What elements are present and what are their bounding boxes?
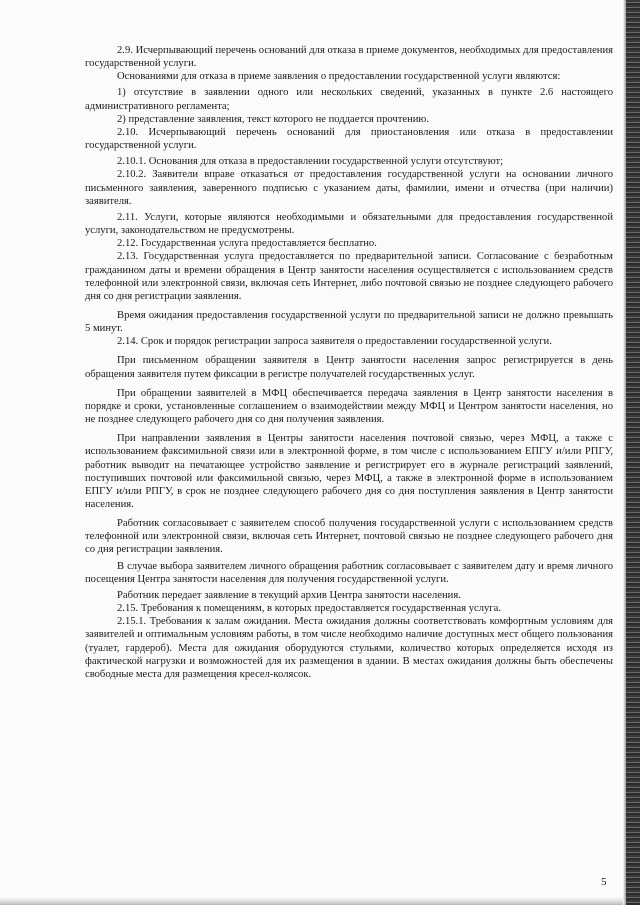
paragraph-2-15: 2.15. Требования к помещениям, в которых предоставляется государственная услуга. xyxy=(117,603,501,615)
paragraph-2-10-1: 2.10.1. Основания для отказа в предоставлении государственной услуги отсутствуют; xyxy=(117,156,504,168)
paragraph-2-9: 2.9. Исчерпывающий перечень оснований для отказа в приеме документов, необходимых для предоставления государственной услуги. xyxy=(85,45,613,70)
paragraph-2-14: 2.14. Срок и порядок регистрации запроса заявителя о предоставлении государственной услуги. xyxy=(117,336,552,348)
page-bottom-edge xyxy=(0,897,626,905)
paragraph-written-request: При письменном обращении заявителя в Центр занятости населения запрос регистрируется в день обращения заявителя путем фиксации в регистре получателей государственных услуг. xyxy=(85,355,613,380)
paragraph-2-10: 2.10. Исчерпывающий перечень оснований для приостановления или отказа в предоставлении государственной услуги. xyxy=(85,126,613,152)
paragraph-archive: Работник передает заявление в текущий архив Центра занятости населения. xyxy=(117,589,461,601)
page-number: 5 xyxy=(601,876,607,888)
paragraph-2-12: 2.12. Государственная услуга предоставляется бесплатно. xyxy=(117,238,377,250)
paragraph-2-11: 2.11. Услуги, которые являются необходимыми и обязательными для предоставления государственной услуги, законодательством не предусмотрены. xyxy=(85,211,613,237)
paragraph-grounds-intro: Основаниями для отказа в приеме заявления о предоставлении государственной услуги являются: xyxy=(117,71,561,83)
paragraph-ground-2: 2) представление заявления, текст которого не поддается прочтению. xyxy=(117,113,429,125)
paragraph-postal-request: При направлении заявления в Центры занятости населения почтовой связью, через МФЦ, а также с использованием факсимильной связи или в электронной форме, в том числе с использованием ЕПГУ и/или РПГУ, работник выводит на печатающее устройство заявление и регистрирует его в журнале регистраций заявлений, поступивших почтовой или факсимильной связью, через МФЦ, а также в электронной форме в использованием ЕПГУ и/или РПГУ, в срок не позднее следующего рабочего дня со дня поступления заявления в Центр занятости населения. xyxy=(85,433,613,510)
paragraph-waiting-time: Время ожидания предоставления государственной услуги по предварительной записи не должно превышать 5 минут. xyxy=(85,309,613,335)
paragraph-personal-visit: В случае выбора заявителем личного обращения работник согласовывает с заявителем дату и время личного посещения Центра занятости населения для получения государственной услуги. xyxy=(85,560,613,585)
paragraph-agreement: Работник согласовывает с заявителем способ получения государственной услуги с использованием средств телефонной или электронной связи, включая сеть Интернет, почтовой связью не позднее следующего рабочего дня со дня регистрации заявления. xyxy=(85,518,613,556)
paragraph-ground-1: 1) отсутствие в заявлении одного или нескольких сведений, указанных в пункте 2.6 настоящего административного регламента; xyxy=(85,87,613,112)
paragraph-2-10-2: 2.10.2. Заявители вправе отказаться от предоставления государственной услуги на основании личного письменного заявления, заверенного подписью с указанием даты, фамилии, имени и отчества (при наличии) заявителя. xyxy=(85,169,613,207)
document-body xyxy=(85,44,613,681)
paragraph-2-15-1: 2.15.1. Требования к залам ожидания. Места ожидания должны соответствовать комфортным условиям для заявителей и оптимальным условиям работы, в том числе необходимо наличие доступных мест общего пользования (туалет, гардероб). Места для ожидания оборудуются стульями, количество которых определяется исходя из фактической нагрузки и возможностей для их размещения в здании. В местах ожидания должны быть обеспечены свободные места для размещения кресел-колясок. xyxy=(85,616,613,680)
paragraph-mfc-request: При обращении заявителей в МФЦ обеспечивается передача заявления в Центр занятости населения в порядке и сроки, установленные соглашением о взаимодействии между МФЦ и Центром занятости населения, но не позднее следующего рабочего дня со дня получения заявления. xyxy=(85,387,613,426)
scan-binding-edge xyxy=(626,0,640,905)
paragraph-2-13: 2.13. Государственная услуга предоставляется по предварительной записи. Согласование с безработным гражданином даты и времени обращения в Центр занятости населения осуществляется с использованием средств телефонной или электронной связи, включая сеть Интернет, либо почтовой связью не позднее следующего рабочего дня со дня регистрации заявления. xyxy=(85,251,613,302)
